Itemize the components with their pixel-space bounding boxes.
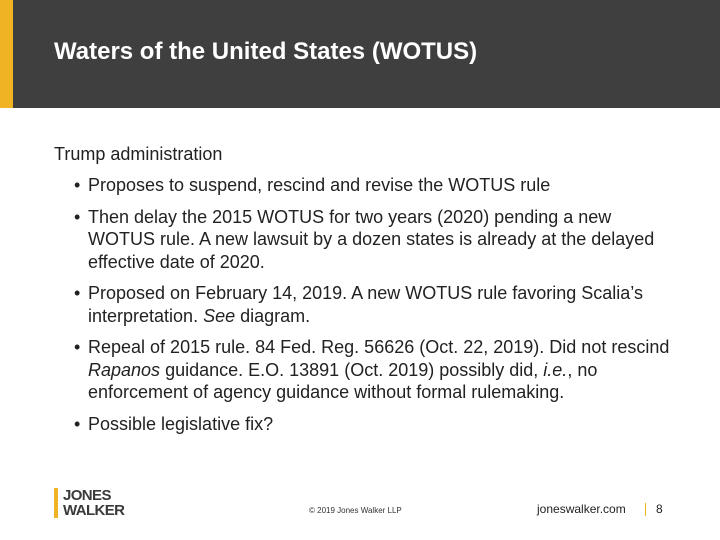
logo-text-jones: JONES bbox=[63, 487, 111, 504]
bullet-list bbox=[74, 174, 674, 435]
logo-text-walker: WALKER bbox=[63, 502, 125, 519]
bullet-item bbox=[74, 282, 674, 327]
bullet-item bbox=[74, 336, 674, 404]
page-number: 8 bbox=[656, 502, 663, 516]
bullet-text: Repeal of 2015 rule. 84 Fed. Reg. 56626 (Oct. 22, 2019). Did not rescind bbox=[88, 337, 670, 357]
logo-accent-bar bbox=[54, 488, 58, 518]
accent-stripe bbox=[0, 0, 13, 108]
slide-content bbox=[54, 143, 674, 444]
bullet-text: Then delay the 2015 WOTUS for two years (2020) pending a new WOTUS rule. A new lawsuit by a dozen states is already at the delayed effective date of 2020. bbox=[88, 206, 655, 272]
footer-divider bbox=[645, 503, 646, 516]
website-link[interactable]: joneswalker.com bbox=[537, 502, 626, 516]
bullet-text: guidance. E.O. 13891 (Oct. 2019) possibly did, bbox=[160, 359, 544, 380]
slide-title: Waters of the United States (WOTUS) bbox=[54, 38, 478, 65]
bullet-text-italic: i.e. bbox=[543, 359, 568, 380]
bullet-text-italic: Rapanos bbox=[88, 359, 161, 380]
content-heading: Trump administration bbox=[54, 144, 223, 164]
bullet-item bbox=[74, 174, 674, 197]
bullet-text: , no enforcement of agency guidance without formal rulemaking. bbox=[88, 359, 598, 402]
bullet-item bbox=[74, 206, 674, 274]
bullet-text: Proposed on February 14, 2019. A new WOTUS rule favoring Scalia’s interpretation. bbox=[88, 283, 643, 326]
bullet-text: Possible legislative fix? bbox=[88, 413, 274, 434]
bullet-text-italic: See bbox=[203, 305, 236, 326]
copyright-notice: © 2019 Jones Walker LLP bbox=[309, 506, 402, 515]
bullet-text: Proposes to suspend, rescind and revise the WOTUS rule bbox=[88, 175, 551, 195]
title-bar bbox=[0, 0, 720, 108]
bullet-text: diagram. bbox=[235, 305, 311, 326]
bullet-item bbox=[74, 413, 674, 436]
